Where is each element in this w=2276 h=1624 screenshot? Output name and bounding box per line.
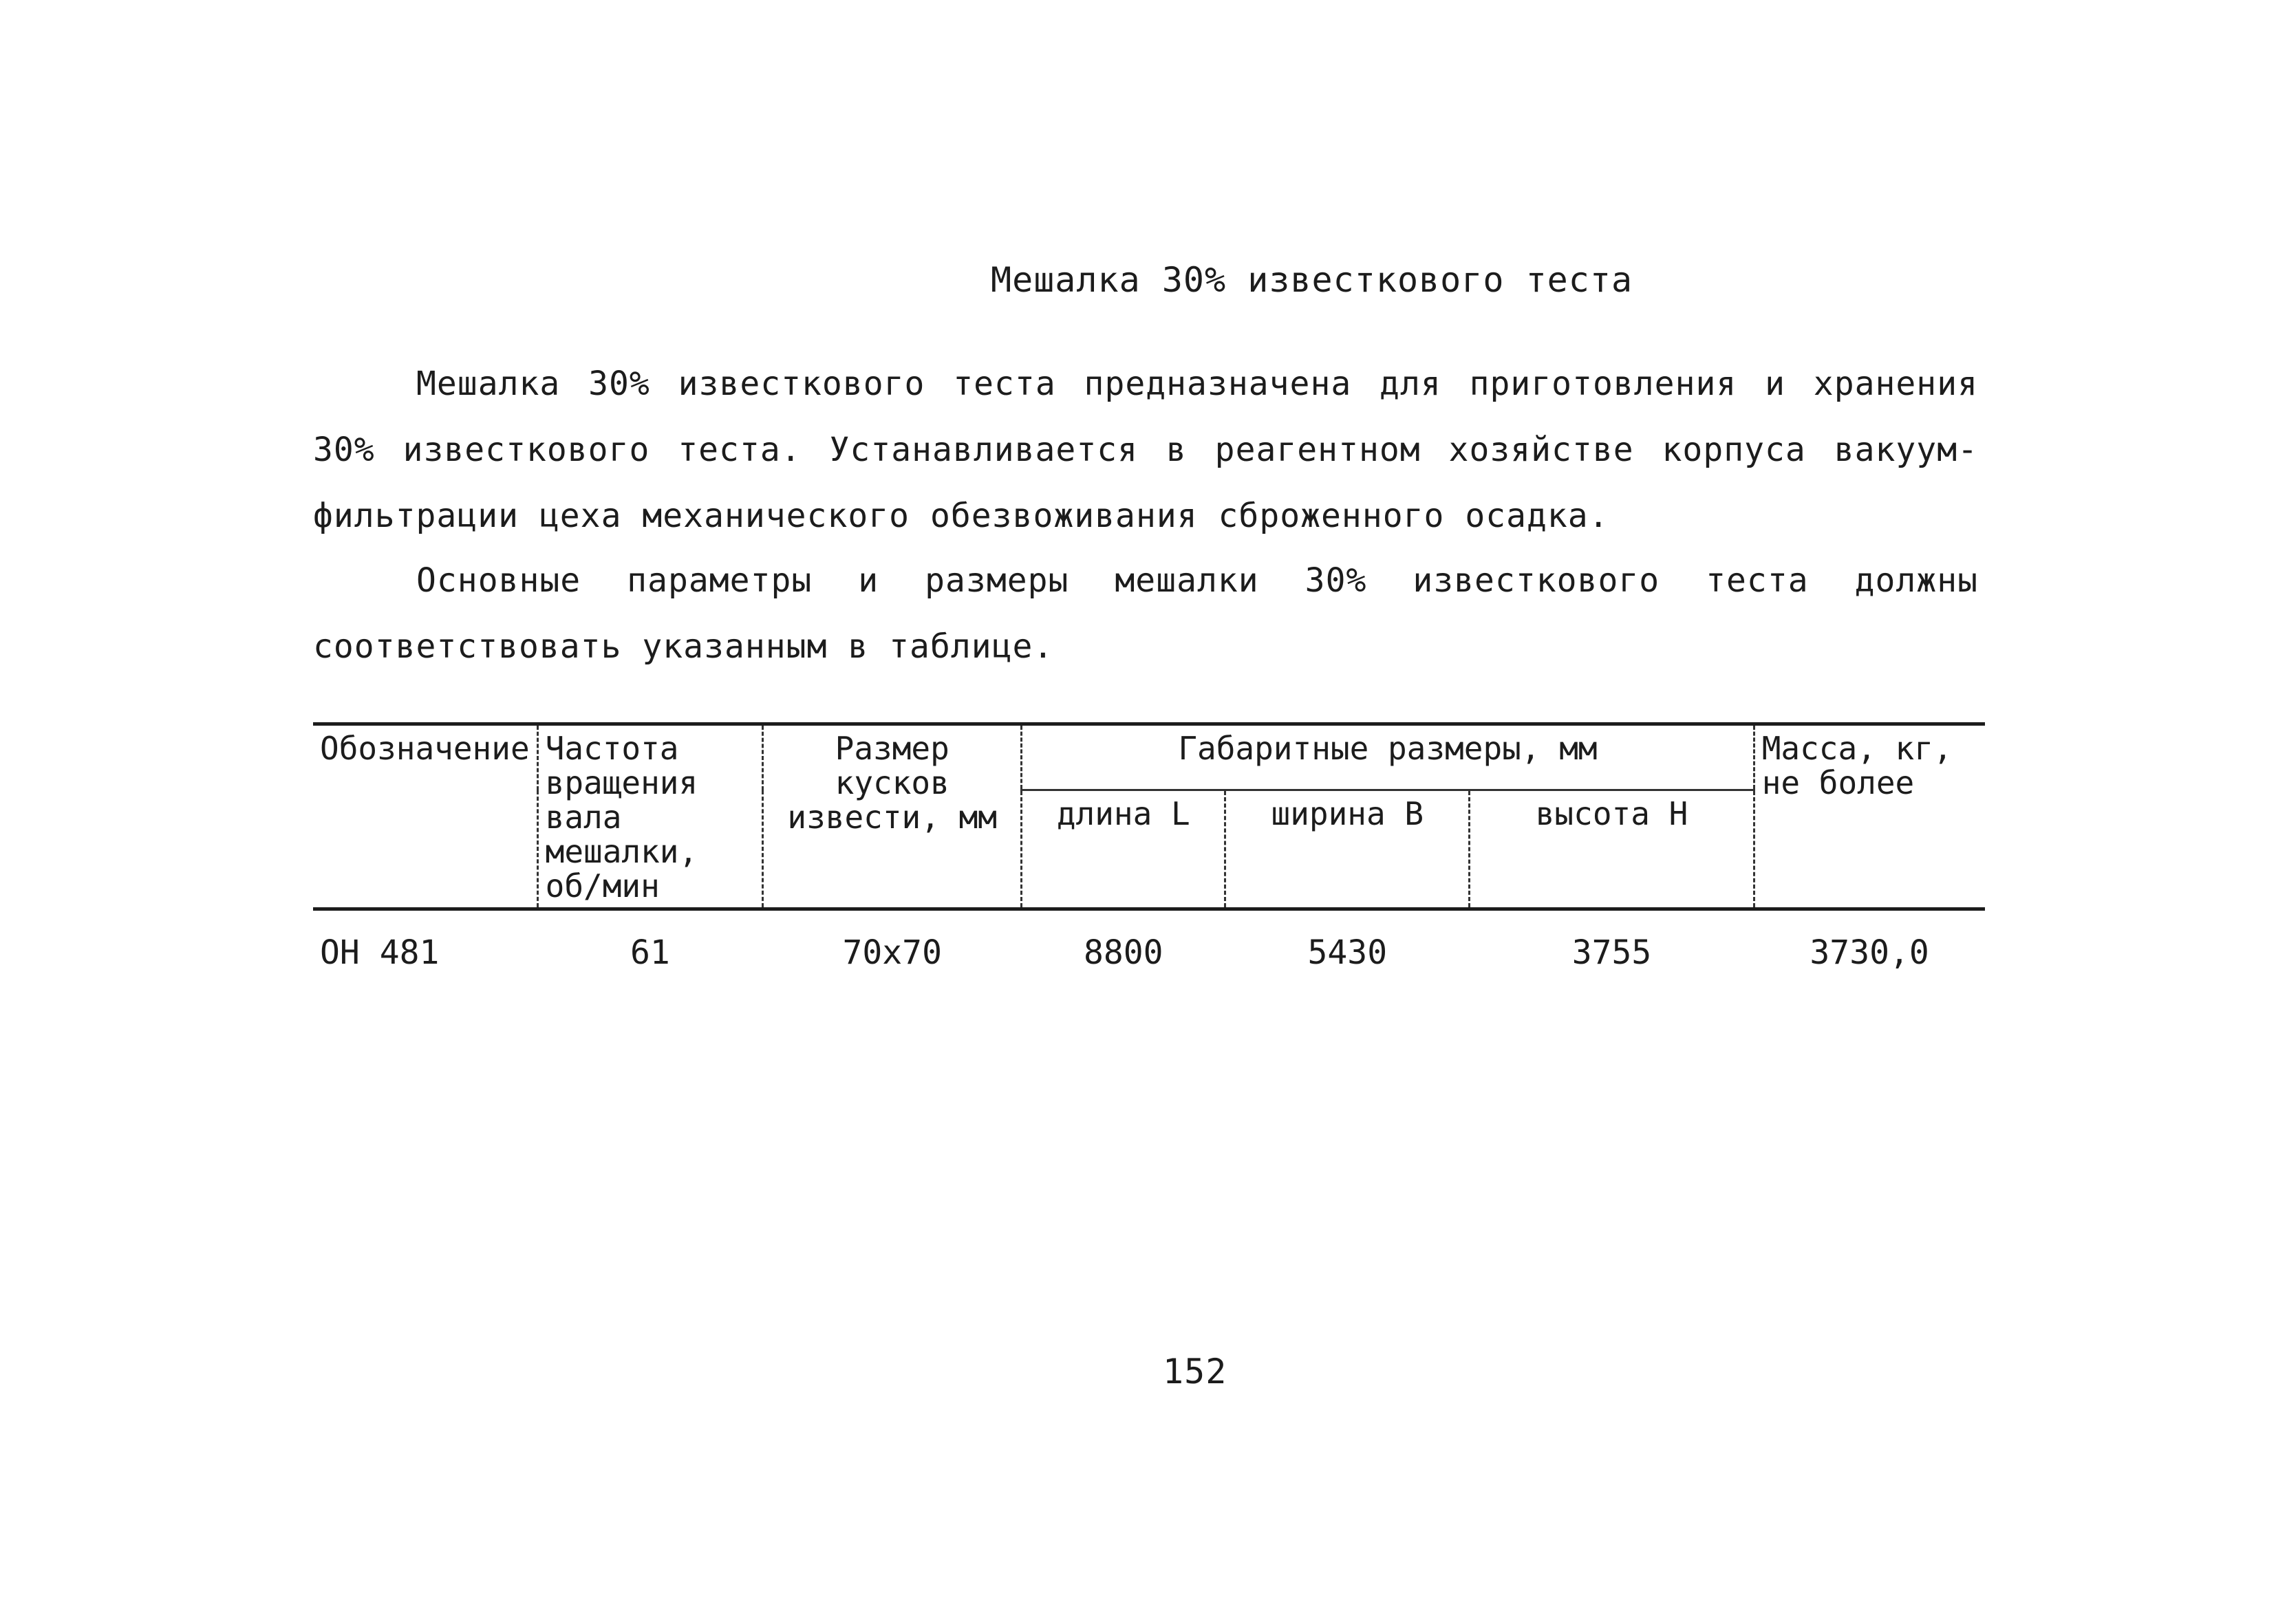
- paragraph-text: Основные параметры и размеры мешалки 30% известкового теста должны соответствовать указанным в таблице.: [313, 561, 1978, 666]
- cell-rotation: 61: [630, 933, 670, 972]
- cell-width: 5430: [1307, 933, 1388, 972]
- cell-designation: ОН 481: [320, 933, 440, 972]
- header-rotation: Частота вращения вала мешалки, об/мин: [537, 724, 763, 909]
- paragraph-text: Мешалка 30% известкового теста предназначена для приготовления и хранения 30% известкового теста. Устанавливается в реагентном хозяйстве корпуса вакуум-фильтрации цеха механического обезвоживания сброженного осадка.: [313, 365, 1978, 535]
- cell-height: 3755: [1571, 933, 1652, 972]
- document-title: Мешалка 30% известкового теста: [991, 260, 1633, 300]
- header-height: высота Н: [1470, 790, 1754, 909]
- header-length: длина L: [1022, 790, 1225, 909]
- table-row: [313, 909, 1985, 976]
- intro-paragraph: [313, 351, 1978, 549]
- header-designation: Обозначение: [313, 724, 537, 909]
- header-overall-dimensions: Габаритные размеры, мм: [1022, 724, 1754, 790]
- header-piece-size: Размер кусков извести, мм: [763, 724, 1022, 909]
- header-mass: Масса, кг, не более: [1754, 724, 1985, 909]
- cell-length: 8800: [1083, 933, 1163, 972]
- cell-piece-size: 70х70: [842, 933, 942, 972]
- parameters-paragraph: [313, 548, 1978, 680]
- cell-mass: 3730,0: [1810, 933, 1929, 972]
- parameters-table: [313, 722, 1985, 975]
- page-number: 152: [1163, 1352, 1227, 1392]
- header-width: ширина В: [1225, 790, 1470, 909]
